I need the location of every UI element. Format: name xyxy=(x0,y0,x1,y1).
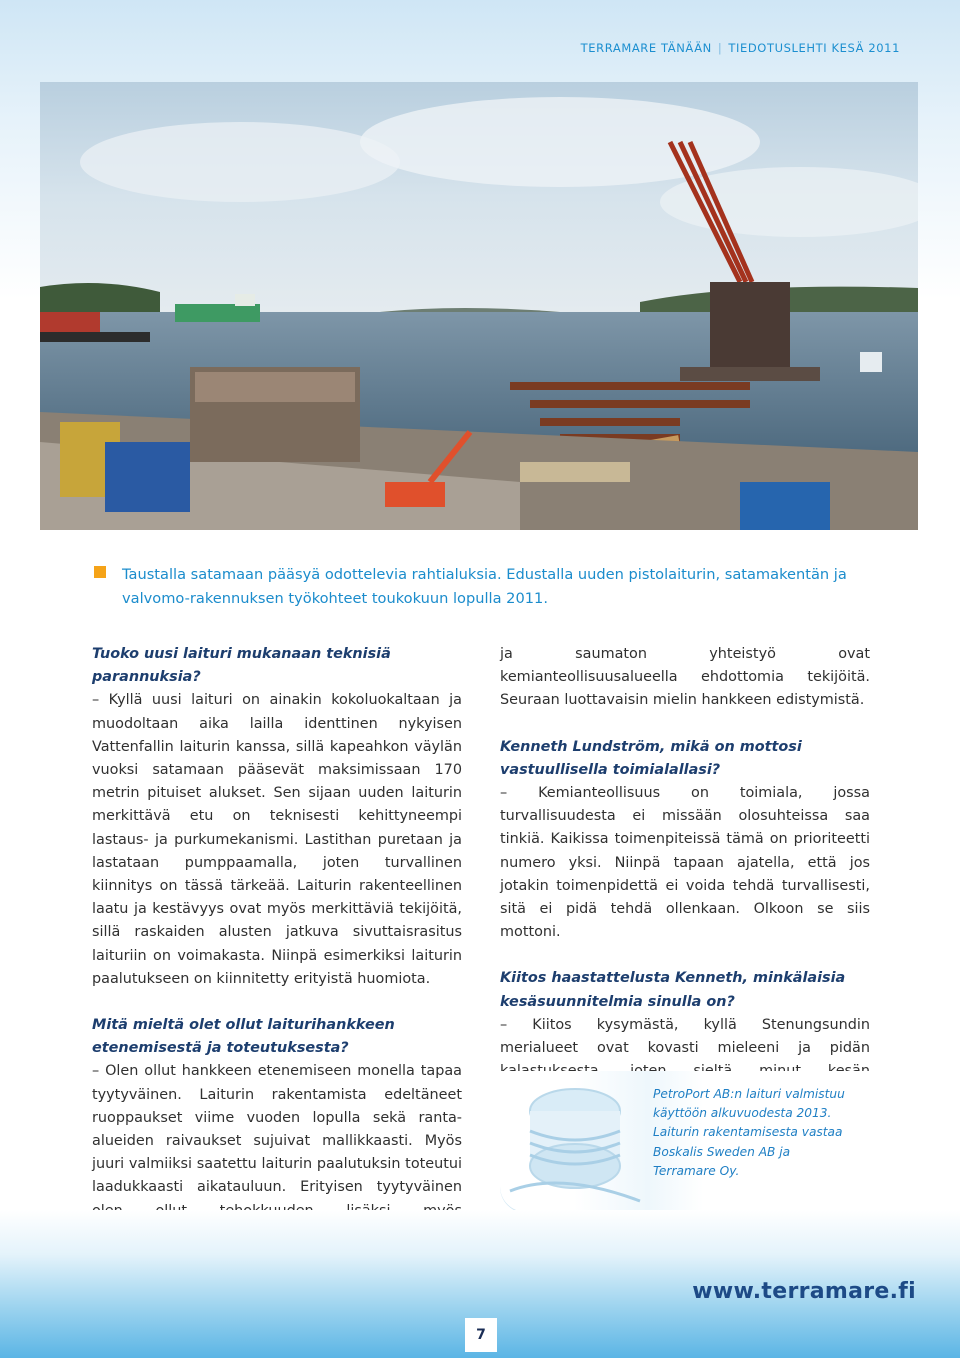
page-header xyxy=(581,41,900,55)
harbor-construction-photo xyxy=(40,82,918,530)
issue-name: TIEDOTUSLEHTI KESÄ 2011 xyxy=(728,41,900,55)
answer-2: – Olen ollut hankkeen etenemiseen monella tapaa tyytyväinen. Laiturin rakentamista edeltäneet ruoppaukset viime vuoden lopulla sekä ranta-alueiden raivaukset sujuivat mallikkaasti. Myös juuri valmiiksi saatettu laiturin paalutuksin toteutui laadukkaasti aikatauluun. Erityisen tyytyväinen xyxy=(92,1063,462,1196)
info-line: PetroPort AB:n laituri valmistuu xyxy=(653,1087,845,1101)
question-3: Kenneth Lundström, mikä on mottosi vastuullisella toimialallasi? xyxy=(500,738,802,778)
question-1: Tuoko uusi laituri mukanaan teknisiä parannuksia? xyxy=(92,646,391,686)
info-line: Boskalis Sweden AB ja xyxy=(653,1144,791,1159)
answer-4: – Kiitos kysymästä, kyllä Stenungsundin merialueet ovat kovasti mieleeni ja pidän xyxy=(500,1016,870,1057)
question-4: Kiitos haastattelusta Kenneth, minkälaisia kesäsuunnitelmia sinulla on? xyxy=(500,970,846,1010)
article-column-right xyxy=(500,643,870,1107)
website-link[interactable]: www.terramare.fi xyxy=(692,1279,916,1304)
answer-2-continued: ja saumaton yhteistyö ovat kemianteollisuusalueella ehdottomia tekijöitä. Seuraan luottavaisin mielin hankkeen edistymistä. xyxy=(500,646,870,709)
info-line: Terramare Oy. xyxy=(653,1163,740,1178)
answer-3: – Kemianteollisuus on toimiala, jossa turvallisuudesta ei missään olosuhteissa saa tinkiä. Kaikissa toimenpiteissä tämä on prioriteetti numero yksi. Niinpä tapaan ajatella, että jos jotakin toimenpidettä ei voida tehdä turvallisesti, sitä ei pidä tehdä ollenkaan. Olkoon se siis mottoni. xyxy=(500,785,870,941)
header-separator: | xyxy=(717,41,723,55)
question-2: Mitä mieltä olet ollut laiturihankkeen etenemisestä ja toteutuksesta? xyxy=(92,1017,395,1057)
info-line: Laiturin rakentamisesta vastaa xyxy=(653,1125,843,1140)
caption-text: Taustalla satamaan pääsyä odottelevia rahtialuksia. Edustalla uuden pistolaiturin, satamakentän ja valvomo-rakennuksen työkohteet toukokuun lopulla 2011. xyxy=(122,566,847,607)
magazine-name: TERRAMARE TÄNÄÄN xyxy=(580,41,712,55)
photo-caption xyxy=(94,563,884,611)
answer-1: – Kyllä uusi laituri on ainakin kokoluokaltaan ja muodoltaan aika lailla identtinen nykyisen Vattenfallin laiturin kanssa, sillä kapeahkon väylän vuoksi satamaan pääsevät maksimissaan 170 metrin pituiset alukset. Sen sijaan uuden laiturin merkittävä etu on teknisesti kehittyneempi lastaus- ja purkumekanismi. Lastithan puretaan ja lastataan pumppaamalla, joten turvallinen kiinnitys on tässä tärkeää. Laiturin rakenteellinen laatu ja kestävyys ovat myös merkittäviä tekijöitä, sillä raskaiden alusten jatkuva sivuttaisrasitus laituriin on voimakasta. Niinpä esimerkiksi laiturin paalutukseen on kiinnitetty erityistä huomiota. xyxy=(92,692,462,987)
page-number: 7 xyxy=(465,1318,497,1352)
article-column-left xyxy=(92,643,462,1269)
info-text xyxy=(653,1085,853,1181)
info-line: käyttöön alkuvuodesta 2013. xyxy=(653,1106,832,1121)
rope-bollard-icon xyxy=(500,1071,650,1213)
info-box xyxy=(500,1071,870,1213)
